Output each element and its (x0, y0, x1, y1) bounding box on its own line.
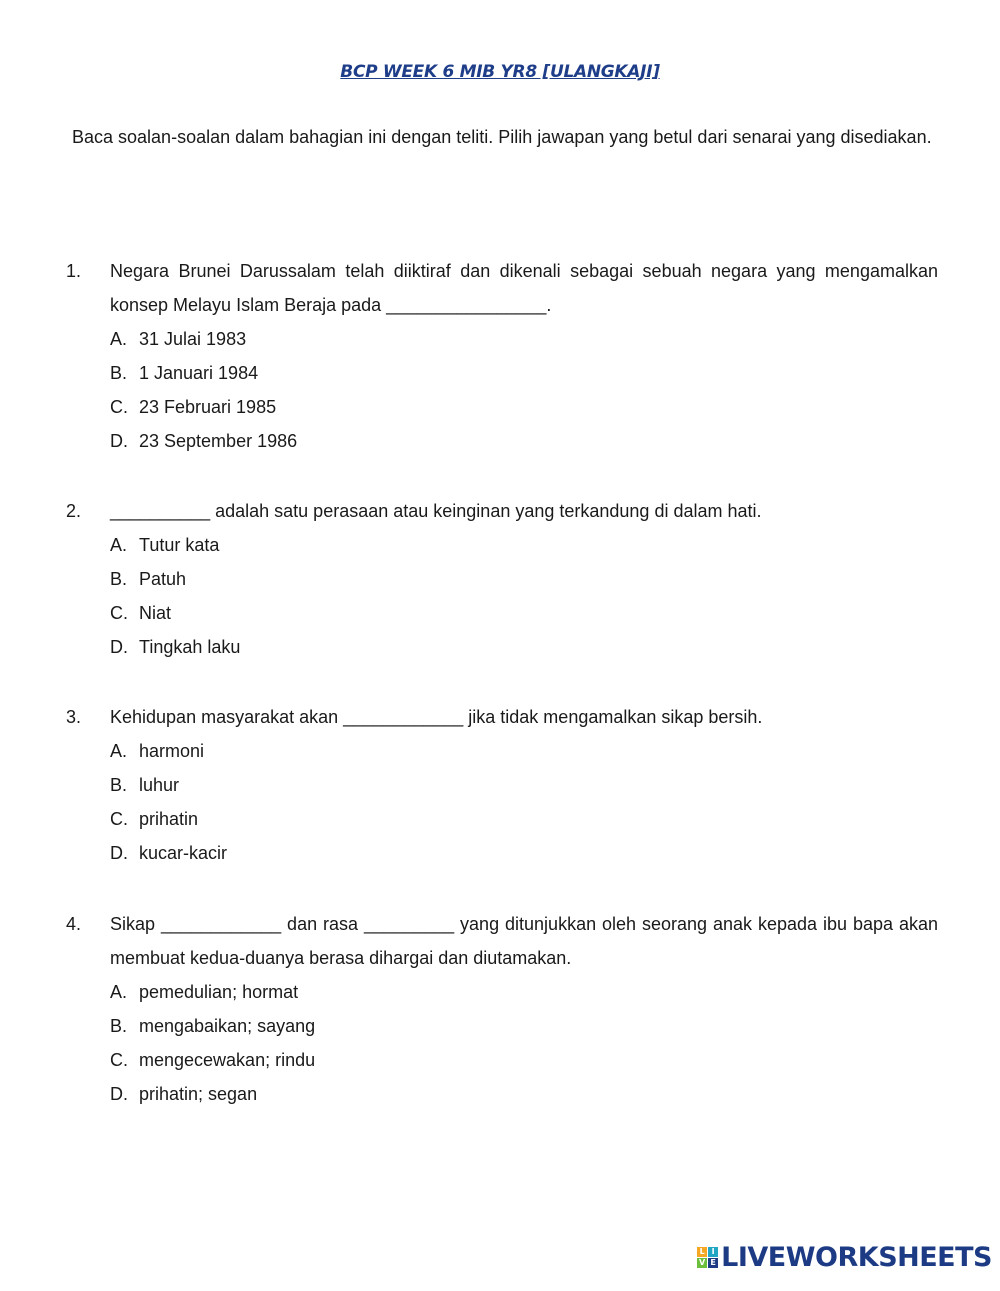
option-letter: B. (110, 569, 128, 589)
question-3 (66, 700, 938, 870)
option-letter: D. (110, 1084, 128, 1104)
question-number: 4. (66, 914, 82, 934)
option-letter: C. (110, 603, 128, 623)
option-text: mengecewakan; rindu (139, 1050, 316, 1070)
option-letter: A. (110, 741, 128, 761)
options-list (110, 528, 938, 664)
option-letter: D. (110, 843, 128, 863)
option-c[interactable] (110, 596, 938, 630)
option-letter: B. (110, 363, 128, 383)
option-text: 31 Julai 1983 (139, 329, 247, 349)
question-text: Negara Brunei Darussalam telah diiktiraf dan dikenali sebagai sebuah negara yang mengamalkan konsep Melayu Islam Beraja pada ________________. (110, 261, 938, 315)
logo-square: V (699, 1258, 706, 1267)
question-number: 2. (66, 501, 82, 521)
option-letter: D. (110, 431, 128, 451)
option-text: Tutur kata (139, 535, 220, 555)
logo-squares-icon (697, 1247, 718, 1268)
option-text: 23 Februari 1985 (139, 397, 277, 417)
logo-square: L (697, 1247, 707, 1257)
option-letter: D. (110, 637, 128, 657)
option-b[interactable] (110, 562, 938, 596)
liveworksheets-logo (697, 1242, 992, 1273)
option-text: 23 September 1986 (139, 431, 298, 451)
option-a[interactable] (110, 734, 938, 768)
option-b[interactable] (110, 1009, 938, 1043)
worksheet-title: BCP WEEK 6 MIB YR8 [ULANGKAJI] (340, 62, 660, 82)
option-c[interactable] (110, 802, 938, 836)
question-4 (66, 907, 938, 1111)
option-d[interactable] (110, 630, 938, 664)
option-text: Niat (139, 603, 172, 623)
option-d[interactable] (110, 424, 938, 458)
option-letter: A. (110, 535, 128, 555)
option-c[interactable] (110, 390, 938, 424)
question-2 (66, 494, 938, 664)
option-text: harmoni (139, 741, 205, 761)
options-list (110, 322, 938, 458)
option-d[interactable] (110, 836, 938, 870)
option-b[interactable] (110, 356, 938, 390)
option-text: mengabaikan; sayang (139, 1016, 316, 1036)
option-b[interactable] (110, 768, 938, 802)
question-number: 1. (66, 261, 82, 281)
logo-text: LIVEWORKSHEETS (721, 1242, 992, 1273)
option-text: Patuh (139, 569, 187, 589)
question-text: __________ adalah satu perasaan atau keinginan yang terkandung di dalam hati. (110, 501, 762, 521)
option-text: pemedulian; hormat (139, 982, 299, 1002)
option-a[interactable] (110, 975, 938, 1009)
option-c[interactable] (110, 1043, 938, 1077)
question-number: 3. (66, 707, 82, 727)
option-text: luhur (139, 775, 180, 795)
option-letter: B. (110, 775, 128, 795)
option-letter: C. (110, 1050, 128, 1070)
instructions-text: Baca soalan-soalan dalam bahagian ini dengan teliti. Pilih jawapan yang betul dari senarai yang disediakan. (72, 127, 932, 147)
option-text: kucar-kacir (139, 843, 228, 863)
options-list (110, 975, 938, 1111)
option-d[interactable] (110, 1077, 938, 1111)
logo-square: E (708, 1258, 718, 1268)
option-letter: A. (110, 329, 128, 349)
question-text: Kehidupan masyarakat akan ____________ jika tidak mengamalkan sikap bersih. (110, 707, 763, 727)
option-a[interactable] (110, 528, 938, 562)
question-1 (66, 254, 938, 458)
option-text: Tingkah laku (139, 637, 241, 657)
option-letter: A. (110, 982, 128, 1002)
question-text: Sikap ____________ dan rasa _________ yang ditunjukkan oleh seorang anak kepada ibu bapa akan membuat kedua-duanya berasa dihargai dan diutamakan. (110, 914, 938, 968)
option-letter: C. (110, 397, 128, 417)
option-a[interactable] (110, 322, 938, 356)
option-text: prihatin (139, 809, 199, 829)
options-list (110, 734, 938, 870)
option-letter: B. (110, 1016, 128, 1036)
logo-square: I (708, 1247, 718, 1257)
option-text: 1 Januari 1984 (139, 363, 259, 383)
option-text: prihatin; segan (139, 1084, 258, 1104)
option-letter: C. (110, 809, 128, 829)
